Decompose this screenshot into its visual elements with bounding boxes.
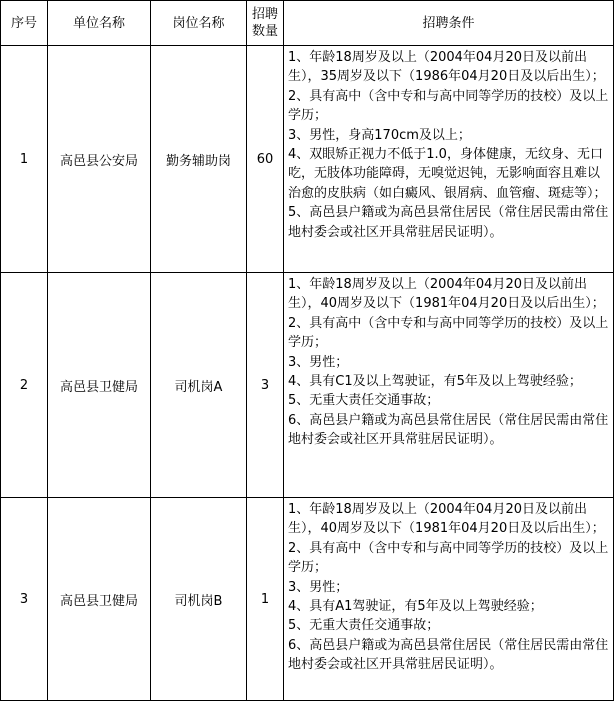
row-count: 1 [247,498,284,701]
row-index: 3 [1,498,48,701]
condition-item: 4、具有A1驾驶证，有5年及以上驾驶经验； [288,599,543,615]
table-row [1,46,614,273]
row-conditions [284,498,614,701]
table-row [1,498,614,701]
condition-item: 5、高邑县户籍或为高邑县常住居民（常住居民需由常住地村委会或社区开具常驻居民证明）。 [288,205,609,240]
condition-item: 2、具有高中（含中专和与高中同等学历的技校）及以上学历； [288,88,609,124]
row-unit: 高邑县公安局 [48,46,151,273]
row-unit: 高邑县卫健局 [48,273,151,498]
row-position: 司机岗A [151,273,247,498]
condition-item: 1、年龄18周岁及以上（2004年04月20日及以前出生），40周岁及以下（1981年04月20日及以后出生）； [288,502,605,537]
condition-item: 5、无重大责任交通事故； [288,393,440,409]
condition-item: 6、高邑县户籍或为高邑县常住居民（常住居民需由常住地村委会或社区开具常驻居民证明）。 [288,412,609,448]
condition-item: 3、男性； [288,354,349,370]
condition-item: 2、具有高中（含中专和与高中同等学历的技校）及以上学历； [288,540,609,576]
condition-item: 4、双眼矫正视力不低于1.0，身体健康，无纹身、无口吃，无肢体功能障碍，无嗅觉迟钝，无影响面容且难以治愈的皮肤病（如白癜风、银屑病、血管瘤、斑痣等）； [288,147,607,201]
header-conditions: 招聘条件 [284,1,614,46]
row-count: 3 [247,273,284,498]
table-row [1,273,614,498]
row-index: 1 [1,46,48,273]
condition-item: 4、具有C1及以上驾驶证，有5年及以上驾驶经验； [288,374,582,390]
header-row [1,1,614,46]
condition-item: 5、无重大责任交通事故； [288,618,440,634]
row-unit: 高邑县卫健局 [48,498,151,701]
row-conditions [284,273,614,498]
condition-item: 1、年龄18周岁及以上（2004年04月20日及以前出生），40周岁及以下（1981年04月20日及以后出生）； [288,277,605,312]
row-count: 60 [247,46,284,273]
row-index: 2 [1,273,48,498]
row-position: 司机岗B [151,498,247,701]
row-position: 勤务辅助岗 [151,46,247,273]
header-index: 序号 [1,1,48,46]
condition-item: 1、年龄18周岁及以上（2004年04月20日及以前出生），35周岁及以下（1986年04月20日及以后出生）； [288,50,605,85]
condition-item: 2、具有高中（含中专和与高中同等学历的技校）及以上学历； [288,315,609,351]
condition-item: 3、男性，身高170cm及以上； [288,127,471,143]
condition-item: 6、高邑县户籍或为高邑县常住居民（常住居民需由常住地村委会或社区开具常驻居民证明）。 [288,637,609,673]
header-count: 招聘数量 [247,1,284,46]
header-unit: 单位名称 [48,1,151,46]
condition-item: 3、男性； [288,579,349,595]
header-position: 岗位名称 [151,1,247,46]
row-conditions [284,46,614,273]
